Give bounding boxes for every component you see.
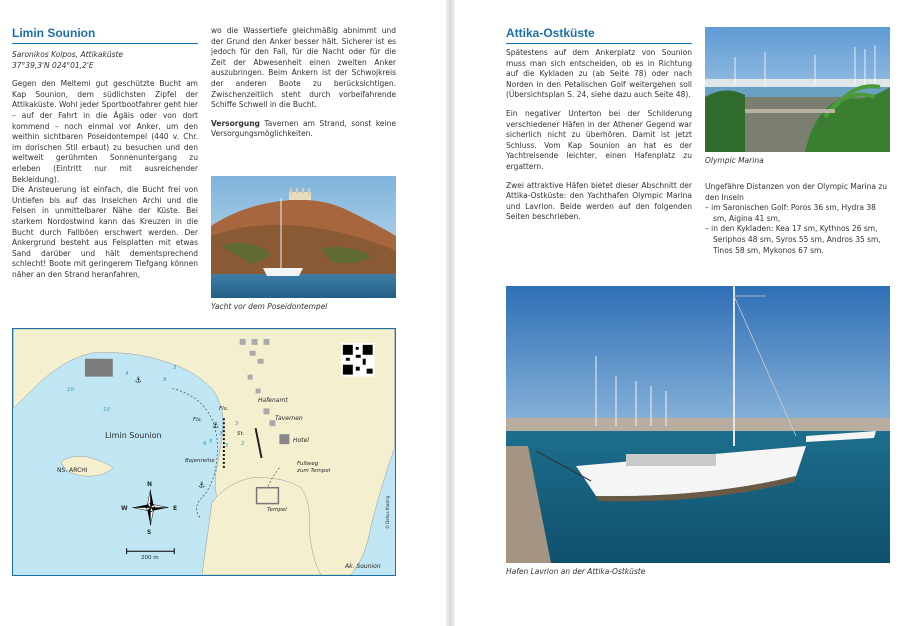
versorgung-label: Versorgung [211,118,260,128]
harbour-map-limin-sounion [12,328,396,576]
page-gutter [446,0,455,626]
anchor-icon: ⚓ [211,421,220,431]
map-label-bojenreihe: Bojenreihe [185,458,215,464]
map-label-tempel: Tempel [267,507,287,513]
depth-label: 2 [241,441,245,447]
right-column-1 [506,48,692,231]
map-scale-label: 200 m [141,555,159,561]
versorgung-text: Tavernen am Strand, sonst keine Versorgungsmöglichkeiten. [211,118,396,139]
paragraph: Spätestens auf dem Ankerplatz von Sounion muss man sich entscheiden, ob es in Richtung auf die Kykladen zu (ab Seite 78) oder nach Norden in den Petalischen Golf weitergehen soll (Übersichtsplan S. 24, siehe dazu auch Seite 48). [506,48,692,100]
map-label-fls: Fls. [193,417,203,423]
depth-label: 5 [225,443,229,449]
compass-e-label: E [173,505,178,512]
paragraph: Die Ansteuerung ist einfach, die Bucht frei von Untiefen bis auf das Inselchen Archi und die Felsen in unmittelbarer Nähe der Küste. Bei starkem Nordostwind kann das Kreuzen in die Bucht durch Fallböen erschwert werden. Der Ankergrund besteht aus Felsplatten mit etwas Sand darüber und hält dementsprechend schlecht! Boote mit geringerem Tiefgang können näher an den Strand heranfahren, [12,185,198,279]
depth-label: 3 [219,431,223,437]
left-column-1 [12,50,198,288]
map-label-hotel: Hotel [293,437,309,444]
section-heading-attika-ostkueste: Attika-Ostküste [506,26,692,44]
right-page [455,0,924,626]
left-page [0,0,446,626]
map-label-fls: Fls. [219,406,229,412]
depth-label: 3 [173,365,177,371]
photo-hafen-lavrion [506,286,890,563]
paragraph-versorgung [211,119,396,140]
photo-olympic-marina [705,27,890,152]
photo-caption-yacht: Yacht vor dem Poseidontempel [211,302,328,311]
depth-label: 6 [203,441,207,447]
map-label-tavernen: Tavernen [275,415,303,422]
anchor-icon: ⚓ [198,480,206,490]
map-label-hafenamt: Hafenamt [258,397,288,404]
distances-list [705,203,890,256]
list-item: – in den Kykladen: Kea 17 sm, Kythnos 26 sm, Seriphos 48 sm, Syros 55 sm, Andros 35 sm, Tinos 58 sm, Mykonos 67 sm. [705,224,881,255]
paragraph: Ein negativer Unterton bei der Schilderung verschiedener Häfen in der Athener Gegend war sicherlich nicht zu überhören. Damit ist jetzt Schluss. Vom Kap Sounion an hat es der Yachtreisende leichter, einen Hafenplatz zu ergattern. [506,108,692,171]
map-title: Limin Sounion [105,431,162,440]
subtitle-location: Saronikos Kolpos, Attikaküste [12,50,124,59]
list-item: – im Saronischen Golf: Poros 36 sm, Hydra 38 sm, Aigina 41 sm, [705,203,876,223]
section-heading-limin-sounion: Limin Sounion [12,26,198,44]
depth-label: 10 [103,407,110,413]
depth-label: 8 [163,377,167,383]
subtitle-coordinates: 37°39,3'N 024°01,2'E [12,60,94,70]
map-label-fussweg: Fußweg zum Tempel [297,461,331,474]
paragraph: Zwei attraktive Häfen bietet dieser Abschnitt der Attika-Ostküste: den Yachthafen Olympic Marina und Lavrion. Beide werden auf den folgenden Seiten beschrieben. [506,180,692,222]
compass-n-label: N [147,481,153,488]
qr-code [341,343,375,377]
compass-s-label: S [147,529,152,536]
anchor-icon: ⚓ [134,375,142,385]
map-label-st: St. [237,431,245,437]
distances-block [705,182,890,256]
map-footer-label: Ak. Sounion [345,563,381,570]
distances-intro: Ungefähre Distanzen von der Olympic Marina zu den Inseln [705,182,888,202]
depth-label: 5 [209,439,213,445]
paragraph: Gegen den Meltemi gut geschützte Bucht am Kap Sounion, dem südlichsten Zipfel der Attikaküste. Wohl jeder Sportbootfahrer geht hier – auf der Fahrt in die Ägäis oder von dort kommend – noch einmal vor Anker, um den weithin sichtbaren Poseidontempel (440 v. Chr. im dorischen Stil erbaut) zu besuchen und den weltweit gerühmten Sonnenuntergang zu erleben (Eintritt nur mit ausreichender Bekleidung). [12,79,198,184]
photo-caption-olympic-marina: Olympic Marina [705,156,764,165]
photo-caption-lavrion: Hafen Lavrion an der Attika-Ostküste [506,567,646,576]
depth-label: 3 [235,421,239,427]
compass-rose-icon [133,490,169,526]
depth-label: 10 [67,387,74,393]
map-label-island: NS. ARCHI [57,467,88,474]
depth-label: 4 [125,371,129,377]
scale-bar [127,548,175,554]
map-copyright: © Delius Klasing [385,495,390,529]
photo-yacht-poseidon-temple [211,176,396,298]
left-column-2 [211,26,396,148]
compass-w-label: W [121,505,128,512]
paragraph: wo die Wassertiefe gleichmäßig abnimmt und der Grund den Anker besser hält. Sicherer ist es jedoch für den Fall, für die Nacht oder für die Zeit der Abwesenheit einen zweiten Anker auszubringen. Beim Ankern ist der Schwojkreis der anderen Boote zu berücksichtigen. Zwischenzeitlich steht durch vorbeifahrende Schiffe Schwell in die Bucht. [211,26,396,110]
